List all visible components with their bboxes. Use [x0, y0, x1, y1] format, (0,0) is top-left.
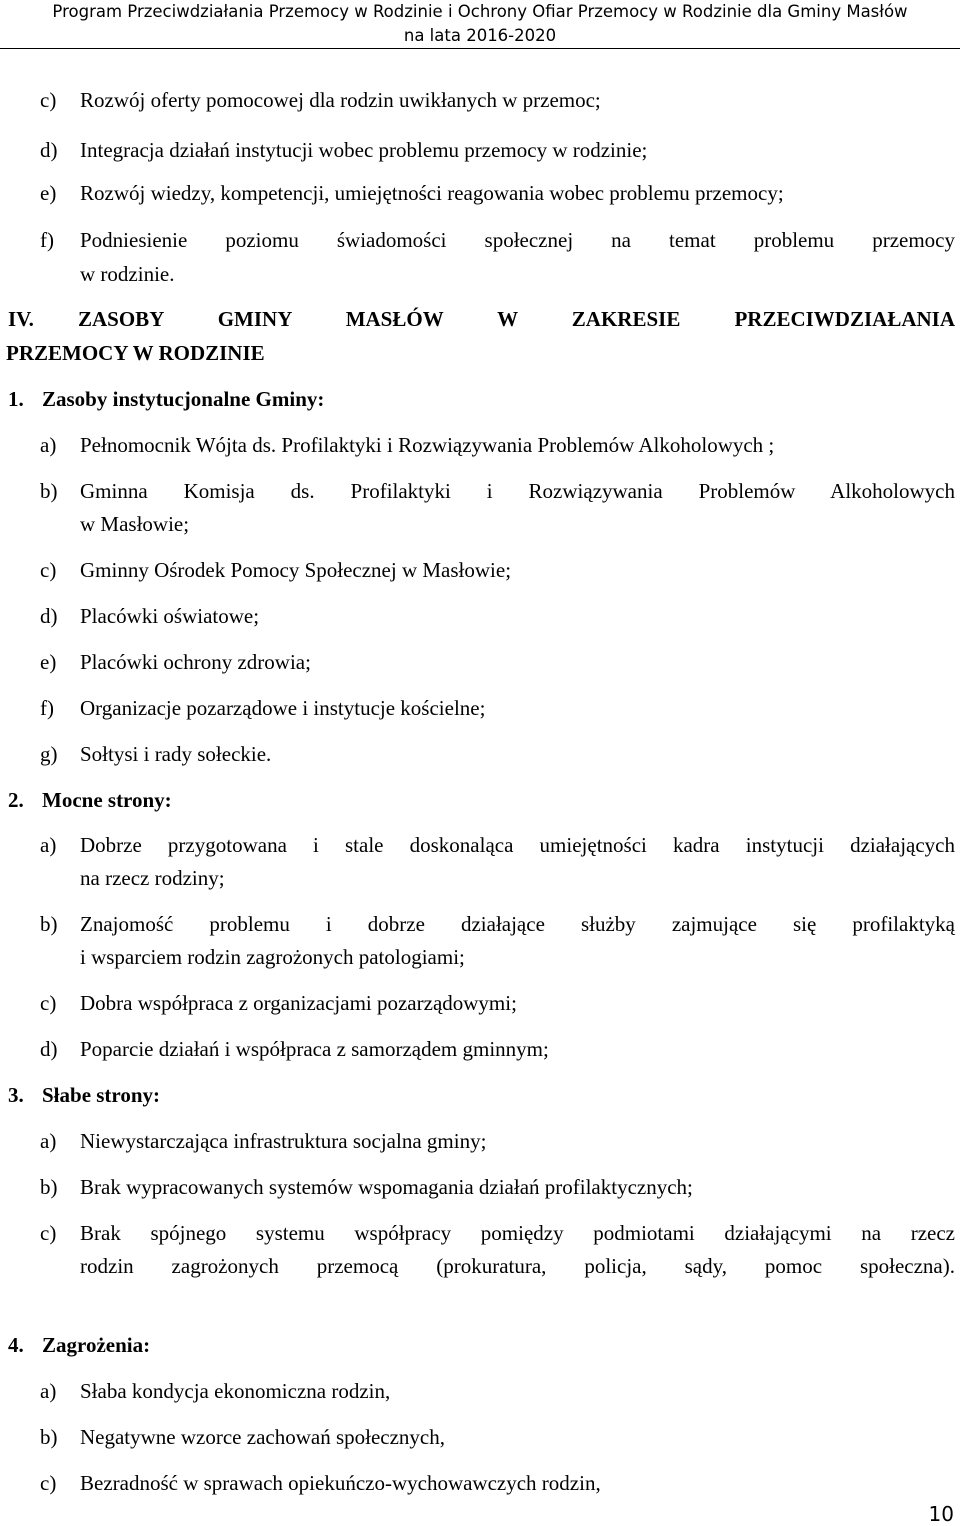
- item-label: c): [40, 88, 57, 112]
- item-label: f): [40, 696, 54, 720]
- item-text: Rozwój wiedzy, kompetencji, umiejętności reagowania wobec problemu przemocy;: [80, 181, 784, 205]
- item-label: c): [40, 1221, 57, 1245]
- item-text: Sołtysi i rady sołeckie.: [80, 742, 272, 766]
- item-text: Bezradność w sprawach opiekuńczo-wychowawczych rodzin,: [80, 1471, 601, 1495]
- subsection-title: Mocne strony:: [42, 788, 172, 812]
- item-label: b): [40, 1175, 58, 1199]
- subsection-title: Słabe strony:: [42, 1083, 161, 1107]
- item-label: b): [40, 1425, 58, 1449]
- item-label: b): [40, 479, 58, 503]
- item-text: Negatywne wzorce zachowań społecznych,: [80, 1425, 445, 1449]
- item-label: a): [40, 1379, 57, 1403]
- item-label: e): [40, 181, 57, 205]
- item-label: b): [40, 912, 58, 936]
- item-text: Niewystarczająca infrastruktura socjalna gminy;: [80, 1129, 487, 1153]
- item-text: Gminna Komisja ds. Profilaktyki i Rozwiązywania Problemów Alkoholowych: [80, 479, 955, 503]
- header-divider: [0, 48, 960, 49]
- item-label: c): [40, 558, 57, 582]
- item-text-continuation: i wsparciem rodzin zagrożonych patologiami;: [80, 945, 465, 969]
- subsection-title: Zagrożenia:: [42, 1333, 151, 1357]
- item-text-continuation: na rzecz rodziny;: [80, 866, 225, 890]
- item-text-continuation: w Masłowie;: [80, 512, 190, 536]
- subsection-title: Zasoby instytucjonalne Gminy:: [42, 387, 325, 411]
- item-text: Znajomość problemu i dobrze działające służby zajmujące się profilaktyką: [80, 912, 955, 936]
- item-text: Integracja działań instytucji wobec problemu przemocy w rodzinie;: [80, 138, 648, 162]
- page-header: [0, 0, 960, 48]
- item-label: g): [40, 742, 58, 766]
- item-label: c): [40, 1471, 57, 1495]
- item-text: Gminny Ośrodek Pomocy Społecznej w Masłowie;: [80, 558, 512, 582]
- item-text: Słaba kondycja ekonomiczna rodzin,: [80, 1379, 391, 1403]
- header-subtitle: na lata 2016-2020: [403, 26, 557, 45]
- section-title-continuation: PRZEMOCY W RODZINIE: [6, 341, 265, 365]
- section-title: ZASOBY GMINY MASŁÓW W ZAKRESIE PRZECIWDZIAŁANIA: [78, 307, 955, 331]
- item-text: Dobra współpraca z organizacjami pozarządowymi;: [80, 991, 517, 1015]
- item-text: Dobrze przygotowana i stale doskonaląca umiejętności kadra instytucji działających: [80, 833, 955, 857]
- item-label: d): [40, 138, 58, 162]
- item-text: Pełnomocnik Wójta ds. Profilaktyki i Rozwiązywania Problemów Alkoholowych ;: [80, 433, 775, 457]
- item-text: Placówki oświatowe;: [80, 604, 260, 628]
- item-text: Rozwój oferty pomocowej dla rodzin uwikłanych w przemoc;: [80, 88, 601, 112]
- page-number: 10: [928, 1502, 954, 1526]
- subsection-number: 2.: [8, 788, 24, 812]
- item-label: d): [40, 604, 58, 628]
- item-label: e): [40, 650, 57, 674]
- item-text: Poparcie działań i współpraca z samorządem gminnym;: [80, 1037, 549, 1061]
- header-title: Program Przeciwdziałania Przemocy w Rodzinie i Ochrony Ofiar Przemocy w Rodzinie dla Gminy Masłów: [52, 2, 908, 21]
- subsection-number: 3.: [8, 1083, 24, 1107]
- subsection-number: 4.: [8, 1333, 24, 1357]
- item-text: Brak spójnego systemu współpracy pomiędzy podmiotami działającymi na rzecz: [80, 1221, 955, 1245]
- item-text-continuation: w rodzinie.: [80, 262, 175, 286]
- item-label: a): [40, 433, 57, 457]
- item-label: f): [40, 228, 54, 252]
- section-number: IV.: [8, 307, 34, 331]
- subsection-number: 1.: [8, 387, 24, 411]
- item-text-continuation: rodzin zagrożonych przemocą (prokuratura, policja, sądy, pomoc społeczna).: [80, 1254, 955, 1278]
- item-text: Organizacje pozarządowe i instytucje kościelne;: [80, 696, 486, 720]
- item-text: Brak wypracowanych systemów wspomagania działań profilaktycznych;: [80, 1175, 693, 1199]
- item-label: a): [40, 1129, 57, 1153]
- item-label: d): [40, 1037, 58, 1061]
- item-text: Placówki ochrony zdrowia;: [80, 650, 311, 674]
- item-text: Podniesienie poziomu świadomości społecznej na temat problemu przemocy: [80, 228, 955, 252]
- item-label: a): [40, 833, 57, 857]
- item-label: c): [40, 991, 57, 1015]
